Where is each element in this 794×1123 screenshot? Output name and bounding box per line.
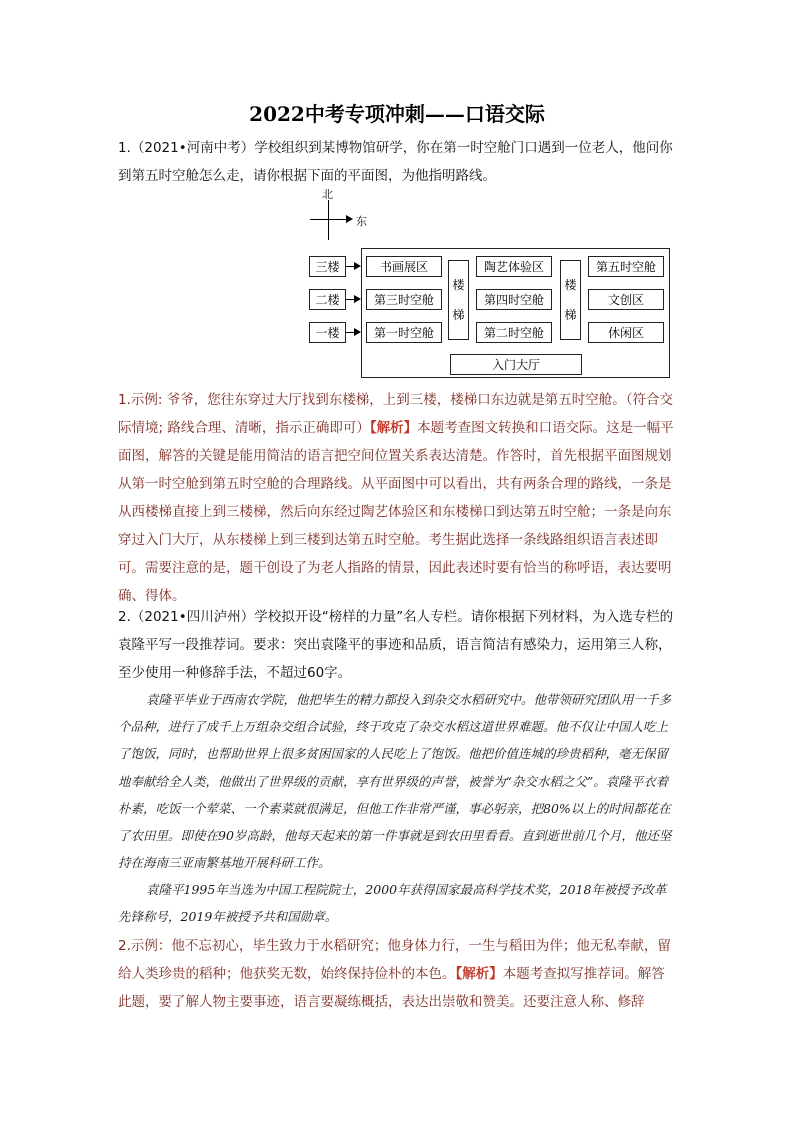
compass-north-label: 北 <box>322 188 333 201</box>
answer-2-analysis: 本题考查拟写推荐词。解答此题，要了解人物主要事迹，语言要凝练概括，表达出崇敬和赞美。还要注意人称、修辞 <box>118 966 665 1010</box>
compass-east-label: 东 <box>356 215 367 228</box>
room-time-capsule-5: 第五时空舱 <box>588 256 664 277</box>
question-2-text: 2.（2021•四川泸州）学校拟开设“榜样的力量”名人专栏。请你根据下列材料，为入选专栏的袁隆平写一段推荐词。要求：突出袁隆平的事迹和品质，语言简洁有感染力，运用第三人称，至少使用一种修辞手法，不超过60字。 <box>118 609 674 681</box>
east-arrow-icon <box>346 215 353 223</box>
compass-horizontal-line <box>310 219 348 220</box>
entrance-lobby: 入门大厅 <box>450 354 582 375</box>
room-cultural-creative: 文创区 <box>588 289 664 310</box>
room-pottery-experience: 陶艺体验区 <box>476 256 552 277</box>
compass-vertical-line <box>328 200 329 240</box>
analysis-tag: 【解析】 <box>455 966 503 982</box>
room-time-capsule-4: 第四时空舱 <box>476 289 552 310</box>
stair-char: 楼 <box>564 278 577 292</box>
room-time-capsule-2: 第二时空舱 <box>476 322 552 343</box>
west-staircase <box>448 260 469 340</box>
material-passage-1: 袁隆平毕业于西南农学院，他把毕生的精力都投入到杂交水稻研究中。他带领研究团队用一千多个品种，进行了成千上万组杂交组合试验，终于攻克了杂交水稻这道世界难题。他不仅让中国人吃上了饱饭，同时，也帮助世界上很多贫困国家的人民吃上了饱饭。他把价值连城的珍贵稻种，毫无保留地奉献给全人类，他做出了世界级的贡献，享有世界级的声誉，被誉为“杂交水稻之父”。袁隆平衣着朴素，吃饭一个荤菜、一个素菜就很满足，但他工作非常严谨，事必躬亲，把80%以上的时间都花在了农田里。即使在90岁高龄，他每天起来的第一件事就是到农田里看看。直到逝世前几个月，他还坚持在海南三亚南繁基地开展科研工作。 <box>118 692 672 871</box>
stair-char: 梯 <box>452 308 465 322</box>
analysis-tag: 【解析】 <box>369 420 418 436</box>
floor-label-1: 一楼 <box>309 322 346 343</box>
room-calligraphy-exhibition: 书画展区 <box>366 256 442 277</box>
floor-label-2: 二楼 <box>309 289 346 310</box>
room-time-capsule-1: 第一时空舱 <box>366 322 442 343</box>
room-time-capsule-3: 第三时空舱 <box>366 289 442 310</box>
connector-arrow-icon <box>354 295 361 303</box>
answer-1-analysis: 本题考查图文转换和口语交际。这是一幅平面图，解答的关键是能用简洁的语言把空间位置关系表达清楚。作答时，首先根据平面图规划从第一时空舱到第五时空舱的合理路线。从平面图中可以看出，共有两条合理的路线，一条是从西楼梯直接上到三楼梯，然后向东经过陶艺体验区和东楼梯口到达第五时空舱；一条是向东穿过入门大厅，从东楼梯上到三楼到达第五时空舱。考生据此选择一条线路组织语言表述即可。需要注意的是，题干创设了为老人指路的情景，因此表述时要有恰当的称呼语，表达要明确、得体。 <box>118 420 674 604</box>
answer-2-intro: 2.示例：他不忘初心，毕生致力于水稻研究；他身体力行，一生与稻田为伴；他无私奉献，留给人类珍贵的稻种；他获奖无数，始终保持俭朴的本色。 <box>118 938 671 982</box>
answer-1 <box>118 386 678 610</box>
answer-2 <box>118 932 678 1016</box>
floor-label-3: 三楼 <box>309 256 346 277</box>
stair-char: 楼 <box>452 278 465 292</box>
question-1-text: 1.（2021•河南中考）学校组织到某博物馆研学，你在第一时空舱门口遇到一位老人，他问你到第五时空舱怎么走，请你根据下面的平面图，为他指明路线。 <box>118 140 673 184</box>
connector-arrow-icon <box>354 328 361 336</box>
east-staircase <box>560 260 581 340</box>
connector-arrow-icon <box>354 262 361 270</box>
stair-char: 梯 <box>564 308 577 322</box>
material-passage-2: 袁隆平1995年当选为中国工程院院士，2000年获得国家最高科学技术奖，2018年被授予改革先锋称号，2019年被授予共和国勋章。 <box>118 882 667 925</box>
answer-1-intro: 1.示例: 爷爷，您往东穿过大厅找到东楼梯，上到三楼，楼梯口东边就是第五时空舱。（符合交际情境; 路线合理、清晰，指示正确即可） <box>118 392 673 436</box>
page-title: 2022中考专项冲刺——口语交际 <box>249 102 545 126</box>
room-leisure-area: 休闲区 <box>588 322 664 343</box>
floor-plan-diagram <box>300 186 680 382</box>
